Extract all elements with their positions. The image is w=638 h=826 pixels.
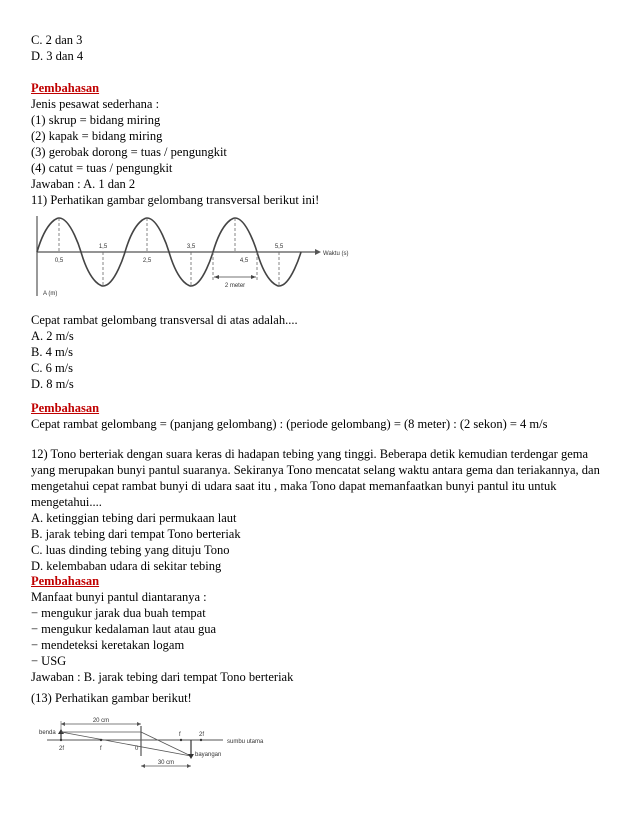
option-d: D. 3 dan 4 [31, 49, 84, 63]
tick-label: 0,5 [54, 258, 64, 264]
discussion-heading: Pembahasan [31, 574, 100, 588]
question-11-body [31, 312, 611, 392]
option-a: A. ketinggian tebing dari permukaan laut [31, 511, 237, 525]
question-text: Cepat rambat gelombang transversal di atas adalah.... [31, 313, 298, 327]
question-text: 12) Tono berteriak dengan suara keras di hadapan tebing yang tinggi. Beberapa detik kemudian terdengar gema [31, 447, 589, 461]
question-text: mengetahui cepat rambat bunyi di udara saat itu , maka Tono dapat memanfaatkan bunyi pantul itu untuk [31, 479, 557, 493]
span-label: 2 meter [224, 283, 246, 289]
discussion-line: (3) gerobak dorong = tuas / pengungkit [31, 145, 227, 159]
option-c: C. luas dinding tebing yang dituju Tono [31, 543, 230, 557]
option-d: D. 8 m/s [31, 377, 74, 391]
axis-label: sumbu utama [227, 739, 264, 745]
question-13-title: (13) Perhatikan gambar berikut! [31, 691, 192, 705]
focal-label: f [100, 746, 102, 752]
answer-line: Jawaban : B. jarak tebing dari tempat Tono berteriak [31, 670, 294, 684]
discussion-line: (2) kapak = bidang miring [31, 129, 163, 143]
discussion-line: Cepat rambat gelombang = (panjang gelombang) : (periode gelombang) = (8 meter) : (2 sekon) = 4 m/s [31, 417, 548, 431]
discussion-2 [31, 400, 611, 432]
focal-label: f [179, 732, 181, 738]
focal-label: 2f [199, 732, 205, 738]
tick-label: 3,5 [186, 244, 196, 250]
wave-figure [31, 214, 371, 304]
tick-label: 5,5 [274, 244, 284, 250]
question-text: yang merupakan bunyi pantul suaranya. Sekiranya Tono mencatat selang waktu antara gema dan teriakannya, dan [31, 463, 600, 477]
discussion-heading: Pembahasan [31, 401, 100, 415]
option-d: D. kelembaban udara di sekitar tebing [31, 559, 222, 573]
answer-line: Jawaban : A. 1 dan 2 [31, 177, 136, 191]
discussion-heading: Pembahasan [31, 81, 100, 95]
discussion-line: − mengukur jarak dua buah tempat [31, 606, 206, 620]
discussion-1 [31, 80, 611, 192]
discussion-line: − mendeteksi keretakan logam [31, 638, 185, 652]
question-11-title: 11) Perhatikan gambar gelombang transversal berikut ini! [31, 193, 320, 207]
option-b: B. 4 m/s [31, 345, 74, 359]
discussion-line: Jenis pesawat sederhana : [31, 97, 160, 111]
option-b: B. jarak tebing dari tempat Tono berteriak [31, 527, 241, 541]
bottom-dimension-label: 30 cm [157, 760, 175, 766]
option-c: C. 6 m/s [31, 361, 74, 375]
discussion-line: − USG [31, 654, 67, 668]
discussion-line: − mengukur kedalaman laut atau gua [31, 622, 217, 636]
option-c: C. 2 dan 3 [31, 33, 83, 47]
discussion-3 [31, 573, 611, 685]
tick-label: 2,5 [142, 258, 152, 264]
x-axis-label: Waktu (s) [323, 251, 349, 257]
question-text: mengetahui.... [31, 495, 102, 509]
tick-label: 4,5 [239, 258, 249, 264]
image-label: bayangan [195, 752, 222, 758]
lens-figure [31, 712, 271, 774]
tick-label: 1,5 [98, 244, 108, 250]
focal-label: 2f [59, 746, 65, 752]
top-dimension-label: 20 cm [92, 718, 110, 724]
discussion-line: (1) skrup = bidang miring [31, 113, 161, 127]
discussion-line: (4) catut = tuas / pengungkit [31, 161, 173, 175]
discussion-line: Manfaat bunyi pantul diantaranya : [31, 590, 207, 604]
y-axis-label: A (m) [43, 291, 58, 297]
option-a: A. 2 m/s [31, 329, 74, 343]
previous-options [31, 32, 611, 64]
question-12 [31, 446, 611, 574]
object-label: benda [39, 730, 56, 736]
center-label: 0 [135, 746, 139, 752]
